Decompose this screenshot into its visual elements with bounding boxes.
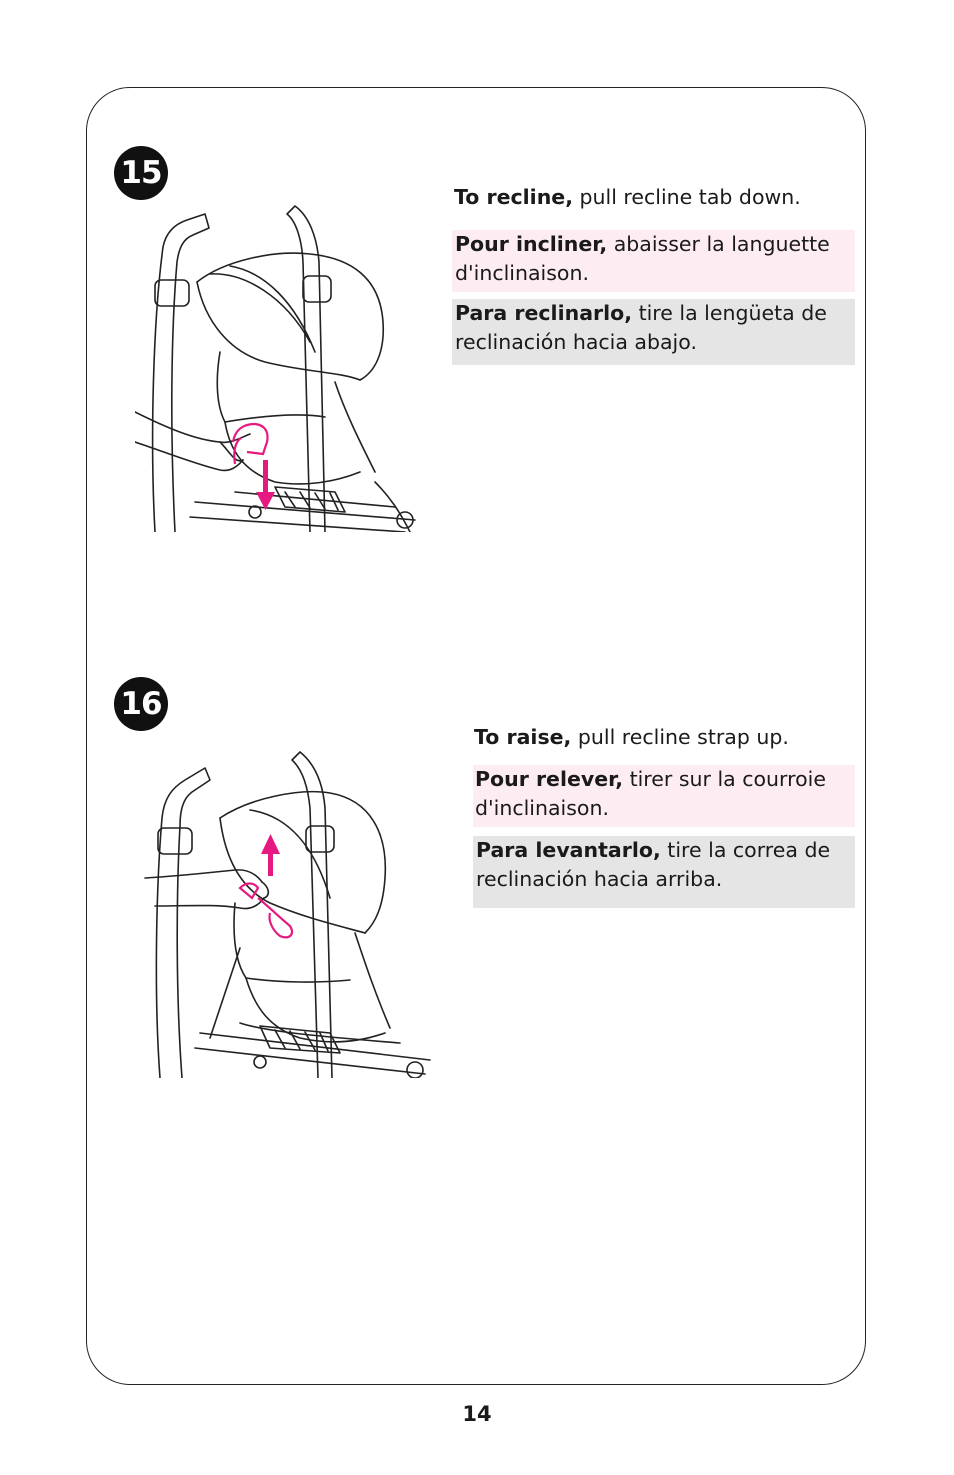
stroller-raise-strap-illustration (140, 748, 440, 1078)
step-16-french-lead: Pour relever, (475, 767, 624, 791)
step-15-english-body: pull recline tab down. (573, 185, 801, 209)
stroller-recline-tab-illustration (135, 202, 435, 532)
step-16-spanish-lead: Para levantarlo, (476, 838, 661, 862)
step-15-french-lead: Pour incliner, (455, 232, 608, 256)
step-16-spanish (473, 836, 855, 908)
step-15-spanish-body: tire la lengüeta de reclinación hacia abajo. (455, 301, 827, 354)
step-16-english-body: pull recline strap up. (571, 725, 789, 749)
page-number: 14 (462, 1402, 492, 1426)
step-number: 16 (120, 686, 162, 722)
step-15-french-body: abaisser la languette d'inclinaison. (455, 232, 830, 285)
step-15-french (452, 230, 855, 292)
step-16-french-body: tirer sur la courroie d'inclinaison. (475, 767, 826, 820)
step-15-badge (114, 146, 168, 200)
step-number: 15 (120, 155, 162, 191)
step-16-spanish-body: tire la correa de reclinación hacia arriba. (476, 838, 831, 891)
step-16-english (474, 723, 854, 752)
step-16-badge (114, 677, 168, 731)
step-16-french (473, 765, 855, 827)
step-16-english-lead: To raise, (474, 725, 572, 749)
step-15-spanish-lead: Para reclinarlo, (455, 301, 633, 325)
step-15-spanish (452, 299, 855, 365)
step-15-english (454, 183, 854, 212)
step-15-english-lead: To recline, (454, 185, 573, 209)
